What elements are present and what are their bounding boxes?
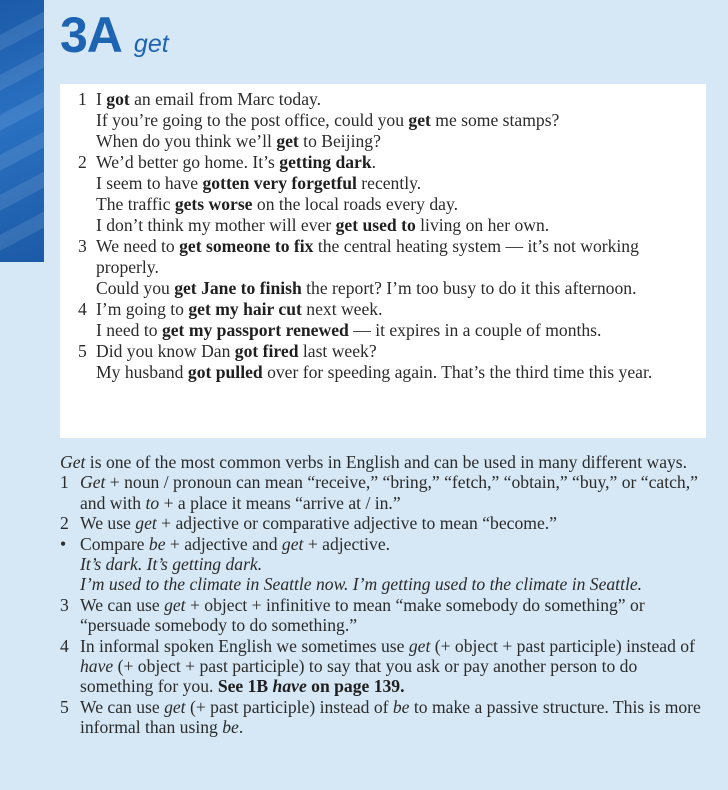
text-run: the central heating system — it’s not working properly. — [96, 236, 639, 277]
text-run: When do you think we’ll — [96, 131, 277, 151]
text-run: We’d better go home. It’s — [96, 152, 280, 172]
example-sentence — [96, 194, 696, 215]
grammar-notes — [60, 452, 710, 738]
emphasis-text: got pulled — [187, 362, 263, 382]
text-run: recently. — [356, 173, 422, 193]
emphasis-text: get used to — [335, 215, 416, 235]
text-run: + adjective and — [165, 533, 282, 554]
emphasis-text: get — [408, 110, 431, 130]
emphasis-text: See 1B — [217, 676, 273, 697]
note-item — [60, 534, 710, 595]
text-run: to Beijing? — [298, 131, 381, 151]
text-run: (+ object + past participle) instead of — [430, 635, 695, 656]
example-group — [78, 89, 696, 152]
italic-text: get — [135, 513, 157, 534]
text-run: + adjective or comparative adjective to mean “become.” — [156, 513, 557, 534]
example-sentence — [96, 89, 696, 110]
text-run: next week. — [301, 299, 383, 319]
italic-text: Get — [60, 452, 86, 472]
note-number: 4 — [60, 635, 69, 656]
text-run: Compare — [80, 533, 149, 554]
text-run: I — [96, 89, 107, 109]
note-example: I’m used to the climate in Seattle now. I’m getting used to the climate in Seattle. — [80, 574, 643, 595]
text-run: me some stamps? — [430, 110, 560, 130]
note-example: It’s dark. It’s getting dark. — [80, 554, 263, 575]
text-run: an email from Marc today. — [129, 89, 322, 109]
example-group — [78, 236, 696, 299]
example-number: 5 — [78, 341, 87, 361]
emphasis-text: gotten very forgetful — [202, 173, 357, 193]
note-item — [60, 472, 710, 513]
accent-bar — [0, 0, 44, 262]
text-run: the report? I’m too busy to do it this afternoon. — [301, 278, 637, 298]
text-run: (+ past participle) instead of — [185, 696, 393, 717]
example-number: 4 — [78, 299, 87, 319]
text-run: + adjective. — [303, 533, 391, 554]
emphasis-text: got — [106, 89, 130, 109]
text-run: My husband — [96, 362, 188, 382]
emphasis-text: get — [276, 131, 299, 151]
example-sentence — [96, 278, 696, 299]
text-run: over for speeding again. That’s the third time this year. — [262, 362, 653, 382]
italic-text: get — [281, 533, 304, 554]
example-sentence — [96, 131, 696, 152]
italic-text: Get — [80, 472, 106, 493]
note-number: 5 — [60, 696, 69, 717]
note-item — [60, 697, 710, 738]
emphasis-text: get my hair cut — [188, 299, 302, 319]
example-group — [78, 341, 696, 383]
emphasis-text: get someone to fix — [179, 236, 314, 256]
text-run: I’m going to — [96, 299, 189, 319]
text-run: + noun / pronoun can mean “receive,” “bring,” “fetch,” “obtain,” “buy,” or “catch,” and with — [80, 472, 698, 513]
text-run: In informal spoken English we sometimes use — [80, 635, 409, 656]
text-run: last week? — [298, 341, 377, 361]
example-sentence — [96, 341, 696, 362]
unit-title: get — [133, 30, 169, 58]
italic-text: get — [164, 696, 186, 717]
emphasis-text: have — [272, 676, 307, 697]
text-run: to make a passive structure. This is more informal than using — [80, 696, 701, 738]
unit-header — [60, 6, 169, 64]
text-run: The traffic — [96, 194, 175, 214]
text-run: I need to — [96, 320, 162, 340]
example-sentence — [96, 110, 696, 131]
note-item — [60, 595, 710, 636]
note-number: 3 — [60, 594, 69, 615]
example-sentence — [96, 320, 696, 341]
emphasis-text: get my passport renewed — [161, 320, 349, 340]
examples-box — [60, 84, 706, 438]
italic-text: to — [145, 492, 160, 513]
text-run: Could you — [96, 278, 175, 298]
text-run: Did you know Dan — [96, 341, 235, 361]
note-item — [60, 513, 710, 533]
italic-text: get — [164, 594, 186, 615]
italic-text: be — [148, 533, 166, 554]
example-number: 3 — [78, 236, 87, 256]
text-run: + object + infinitive to mean “make somebody do something” or “persuade somebody to do something.” — [80, 594, 645, 636]
text-run: We can use — [80, 696, 165, 717]
note-number: 2 — [60, 513, 69, 534]
text-run: I don’t think my mother will ever — [96, 215, 336, 235]
example-sentence — [96, 152, 696, 173]
emphasis-text: gets worse — [174, 194, 253, 214]
bullet-icon: • — [60, 533, 67, 554]
italic-text: be — [222, 717, 239, 738]
example-group — [78, 299, 696, 341]
italic-text: be — [392, 696, 410, 717]
note-number: 1 — [60, 472, 69, 493]
example-sentence — [96, 362, 696, 383]
text-run: . — [238, 717, 244, 738]
emphasis-text: got fired — [234, 341, 299, 361]
example-sentence — [96, 236, 696, 278]
text-run: + a place it means “arrive at / in.” — [159, 492, 401, 513]
text-run: on the local roads every day. — [252, 194, 459, 214]
text-run: I seem to have — [96, 173, 203, 193]
text-run: living on her own. — [415, 215, 550, 235]
example-group — [78, 152, 696, 236]
unit-code: 3A — [60, 7, 122, 63]
italic-text: get — [408, 635, 431, 656]
text-run: (+ object + past participle) to say that you ask or pay another person to do something for you. — [80, 656, 638, 697]
text-run: — it expires in a couple of months. — [348, 320, 602, 340]
note-item — [60, 636, 710, 697]
emphasis-text: on page 139. — [306, 676, 405, 697]
example-sentence — [96, 215, 696, 236]
emphasis-text: getting dark — [279, 152, 372, 172]
text-run: We can use — [80, 594, 165, 615]
example-sentence — [96, 173, 696, 194]
text-run: If you’re going to the post office, could you — [96, 110, 409, 130]
emphasis-text: get Jane to finish — [174, 278, 302, 298]
text-run: We use — [80, 513, 136, 534]
example-number: 2 — [78, 152, 87, 172]
example-number: 1 — [78, 89, 87, 109]
text-run: We need to — [96, 236, 180, 256]
text-run: . — [371, 152, 377, 172]
italic-text: have — [80, 656, 114, 677]
text-run: is one of the most common verbs in English and can be used in many different ways. — [85, 452, 688, 472]
example-sentence — [96, 299, 696, 320]
notes-intro — [60, 452, 710, 472]
